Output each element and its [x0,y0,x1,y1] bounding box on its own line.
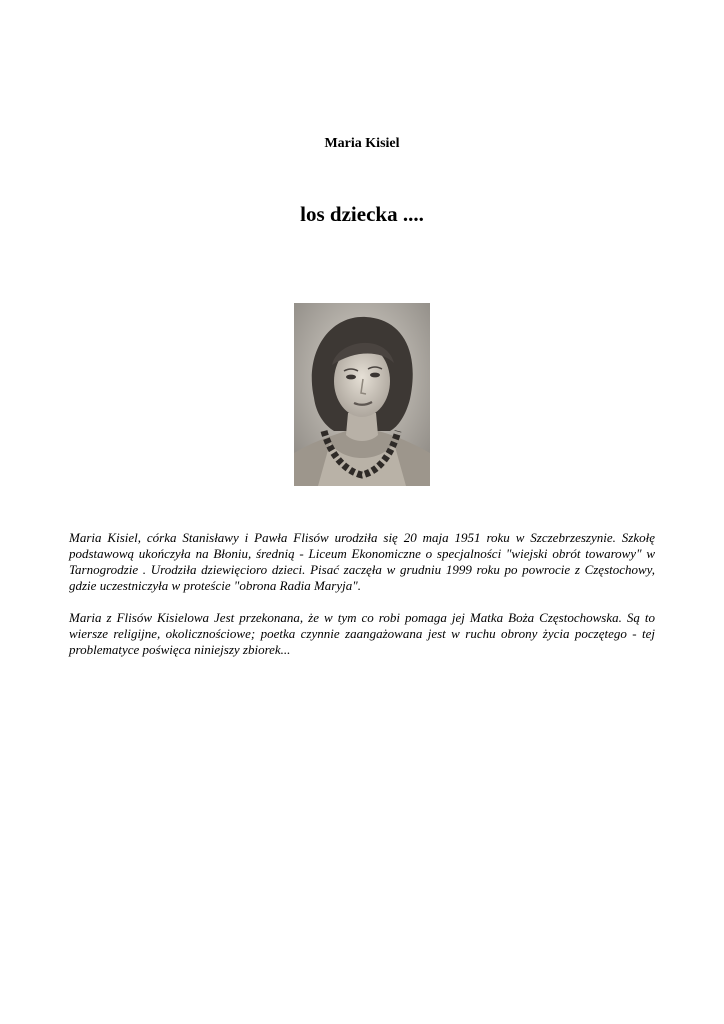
bio-paragraph: Maria z Flisów Kisielowa Jest przekonana, że w tym co robi pomaga jej Matka Boża Częstochowska. Są to wiersze religijne, okolicznościowe; poetka czynnie zaangażowana jest w ruchu obrony życia poczętego - tej problematyce poświęca niniejszy zbiorek... [69,610,655,657]
bio-paragraph: Maria Kisiel, córka Stanisławy i Pawła Flisów urodziła się 20 maja 1951 roku w Szczebrzeszynie. Szkołę podstawową ukończyła na Błoniu, średnią - Liceum Ekonomiczne o specjalności "wiejski obrót towarowy" w Tarnogrodzie . Urodziła dziewięcioro dzieci. Pisać zaczęła w grudniu 1999 roku po powrocie z Częstochowy, gdzie uczestniczyła w proteście "obrona Radia Maryja". [69,530,655,593]
biography [69,530,655,674]
document-title: los dziecka .... [300,202,424,226]
portrait-photo [294,303,430,486]
author-name: Maria Kisiel [324,136,400,151]
